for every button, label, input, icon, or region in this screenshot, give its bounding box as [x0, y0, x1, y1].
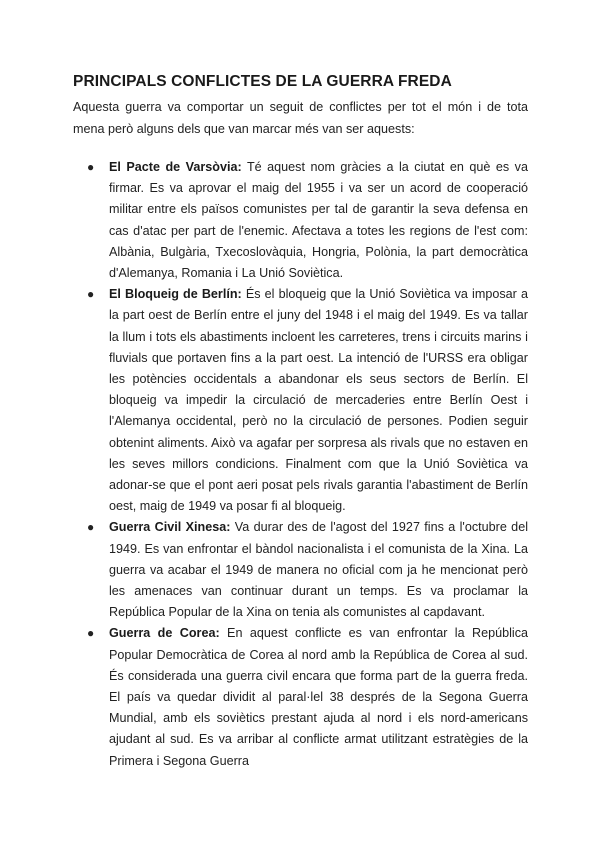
item-text: En aquest conflicte es van enfrontar la República Popular Democràtica de Corea al nord amb la República de Corea al sud. És considerada una guerra civil encara que forma part de la guerra freda. El país va quedar dividit al paral·lel 38 després de la Segona Guerra Mundial, amb els soviètics prestant ajuda al nord i els nord-americans ajudant al sud. Es va arribar al conflicte armat utilitzant estratègies de la Primera i Segona Guerra [109, 626, 529, 768]
item-text: Va durar des de l'agost del 1927 fins a l'octubre del 1949. Es van enfrontar el bàndol nacionalista i el comunista de la Xina. La guerra va acabar el 1949 de manera no oficial com ja he mencionat però les amenaces van continuar durant un temps. Es va proclamar la República Popular de la Xina on tenia als comunistes al capdavant. [109, 520, 528, 620]
item-term: El Pacte de Varsòvia: [109, 160, 242, 174]
conflicts-list [73, 157, 528, 772]
list-item [73, 517, 528, 623]
list-item [73, 157, 528, 284]
bullet-icon: ● [87, 287, 95, 302]
item-text: Té aquest nom gràcies a la ciutat en què es va firmar. Es va aprovar el maig del 1955 i va ser un acord de cooperació militar entre els països comunistes per tal de garantir la seva defensa en cas d'atac per part de l'enemic. Afectava a totes les regions de l'est com: Albània, Bulgària, Txecoslovàquia, Hongria, Polònia, la part democràtica d'Alemanya, Romania i La Unió Soviètica. [109, 160, 528, 281]
page-title: PRINCIPALS CONFLICTES DE LA GUERRA FREDA [73, 73, 452, 90]
bullet-icon: ● [87, 160, 95, 174]
list-item [73, 284, 528, 517]
bullet-icon: ● [87, 626, 95, 641]
item-term: El Bloqueig de Berlín: [109, 287, 242, 302]
item-term: Guerra de Corea: [109, 626, 220, 641]
item-term: Guerra Civil Xinesa: [109, 520, 231, 535]
intro-paragraph: Aquesta guerra va comportar un seguit de conflictes per tot el món i de tota mena però alguns dels que van marcar més van ser aquests: [73, 100, 528, 136]
item-text: És el bloqueig que la Unió Soviètica va imposar a la part oest de Berlín entre el juny del 1948 i el maig del 1949. Es va tallar la llum i tots els abastiments incloent les carreteres, trens i circuits marins i fluvials que portaven fins a la part oest. La intenció de l'URSS era obligar les potències occidentals a abandonar els seus sectors de Berlín. El bloqueig va impedir la circulació de mercaderies entre Berlín Oest i l'Alemanya occidental, però no la circulació de persones. Podien seguir obtenint aliments. Això va agafar per sorpresa als rivals que no estaven en les seves millors condicions. Finalment com que la Unió Soviètica va adonar-se que el pont aeri posat pels rivals garantia l'abastiment de Berlín oest, maig de 1949 va posar fi al bloqueig. [109, 287, 528, 514]
bullet-icon: ● [87, 520, 95, 535]
list-item [73, 623, 528, 771]
